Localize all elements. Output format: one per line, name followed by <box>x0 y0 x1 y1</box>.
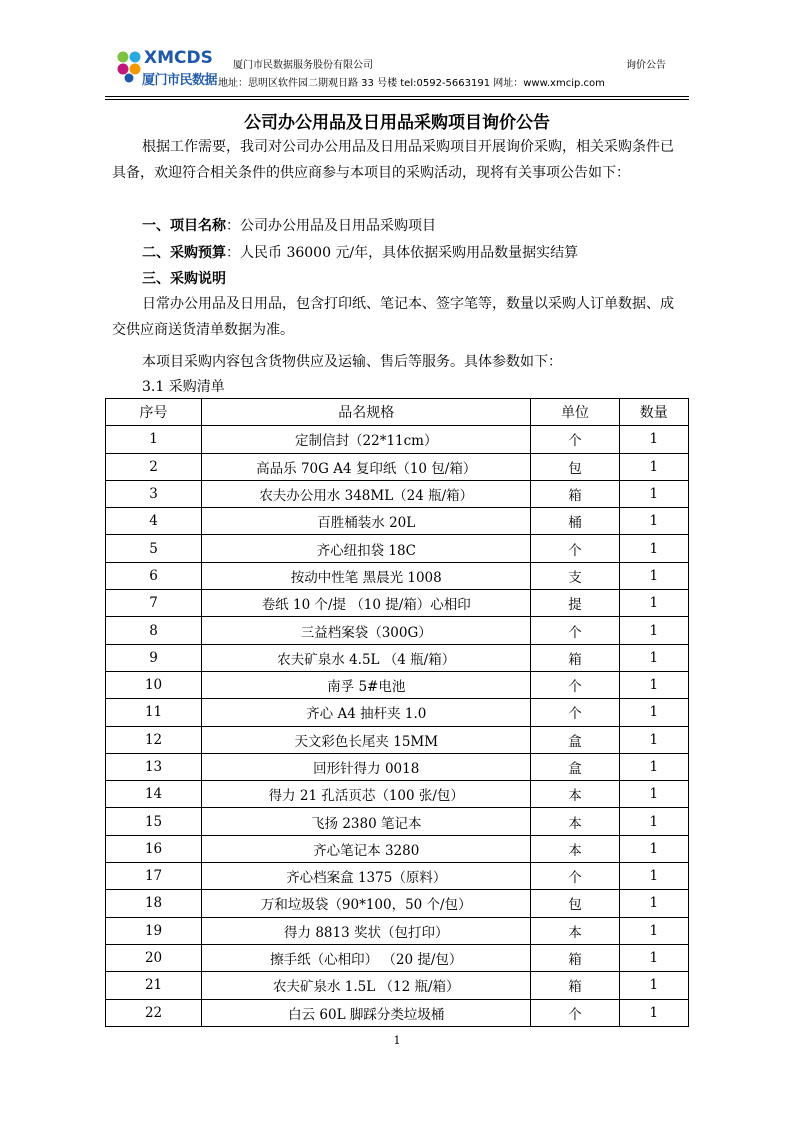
section-budget-text: ：人民币 36000 元/年，具体依据采购用品数量据实结算 <box>226 245 579 261</box>
table-row <box>106 944 689 971</box>
logo-mark-icon <box>114 50 144 84</box>
cell-name: 百胜桶装水 20L <box>202 508 531 535</box>
section-project-name-text: ：公司办公用品及日用品采购项目 <box>226 218 436 234</box>
cell-unit: 盒 <box>531 726 619 753</box>
table-row <box>106 917 689 944</box>
logo-text: XMCDS <box>144 48 213 68</box>
table-row <box>106 671 689 698</box>
list-title: 3.1 采购清单 <box>142 379 225 395</box>
cell-index: 7 <box>106 590 202 617</box>
cell-name: 得力 21 孔活页芯（100 张/包） <box>202 781 531 808</box>
cell-qty: 1 <box>619 480 688 507</box>
table-row <box>106 835 689 862</box>
cell-qty: 1 <box>619 890 688 917</box>
table-row <box>106 863 689 890</box>
scope-paragraph: 本项目采购内容包含货物供应及运输、售后等服务。具体参数如下： <box>142 354 562 370</box>
cell-unit: 支 <box>531 562 619 589</box>
cell-name: 飞扬 2380 笔记本 <box>202 808 531 835</box>
table-row <box>106 781 689 808</box>
cell-unit: 本 <box>531 835 619 862</box>
cell-index: 8 <box>106 617 202 644</box>
table-row <box>106 453 689 480</box>
cell-index: 5 <box>106 535 202 562</box>
cell-unit: 个 <box>531 863 619 890</box>
cell-name: 按动中性笔 黑晨光 1008 <box>202 562 531 589</box>
cell-unit: 箱 <box>531 480 619 507</box>
cell-index: 11 <box>106 699 202 726</box>
cell-qty: 1 <box>619 753 688 780</box>
table-row <box>106 562 689 589</box>
cell-index: 21 <box>106 972 202 999</box>
cell-index: 15 <box>106 808 202 835</box>
cell-name: 得力 8813 奖状（包打印） <box>202 917 531 944</box>
cell-qty: 1 <box>619 835 688 862</box>
section-description-label: 三、采购说明 <box>142 271 226 287</box>
cell-index: 12 <box>106 726 202 753</box>
header-cell-name: 品名规格 <box>202 399 531 426</box>
cell-index: 19 <box>106 917 202 944</box>
cell-index: 22 <box>106 999 202 1026</box>
company-logo <box>114 48 234 88</box>
cell-unit: 个 <box>531 426 619 453</box>
cell-index: 1 <box>106 426 202 453</box>
cell-qty: 1 <box>619 535 688 562</box>
cell-index: 20 <box>106 944 202 971</box>
company-address: 地址：思明区软件园二期观日路 33 号楼 tel:0592-5663191 网址：www.xmcip.com <box>218 78 605 89</box>
cell-unit: 包 <box>531 453 619 480</box>
table-row <box>106 426 689 453</box>
table-row <box>106 999 689 1026</box>
cell-name: 擦手纸（心相印） （20 提/包） <box>202 944 531 971</box>
cell-unit: 个 <box>531 699 619 726</box>
cell-unit: 个 <box>531 999 619 1026</box>
cell-qty: 1 <box>619 917 688 944</box>
cell-unit: 个 <box>531 671 619 698</box>
cell-name: 齐心档案盒 1375（原料） <box>202 863 531 890</box>
table-row <box>106 972 689 999</box>
cell-unit: 提 <box>531 590 619 617</box>
cell-index: 4 <box>106 508 202 535</box>
description-paragraph: 日常办公用品及日用品，包含打印纸、笔记本、签字笔等，数量以采购人订单数据、成交供应商送货清单数据为准。 <box>112 296 674 338</box>
table-row <box>106 890 689 917</box>
table-row <box>106 808 689 835</box>
table-row <box>106 699 689 726</box>
cell-unit: 箱 <box>531 644 619 671</box>
cell-unit: 箱 <box>531 944 619 971</box>
header-rule-thick <box>105 96 689 97</box>
cell-name: 天文彩色长尾夹 15MM <box>202 726 531 753</box>
cell-unit: 包 <box>531 890 619 917</box>
cell-qty: 1 <box>619 508 688 535</box>
header-cell-qty: 数量 <box>619 399 688 426</box>
cell-name: 卷纸 10 个/提 （10 提/箱）心相印 <box>202 590 531 617</box>
cell-qty: 1 <box>619 562 688 589</box>
cell-index: 18 <box>106 890 202 917</box>
header-cell-unit: 单位 <box>531 399 619 426</box>
header-tag: 询价公告 <box>626 60 666 71</box>
cell-name: 齐心 A4 抽杆夹 1.0 <box>202 699 531 726</box>
section-project-name-label: 一、项目名称 <box>142 218 226 234</box>
cell-index: 3 <box>106 480 202 507</box>
page-header <box>114 48 680 96</box>
header-rule-thin <box>105 99 689 100</box>
cell-qty: 1 <box>619 617 688 644</box>
cell-index: 16 <box>106 835 202 862</box>
cell-qty: 1 <box>619 453 688 480</box>
cell-name: 万和垃圾袋（90*100，50 个/包） <box>202 890 531 917</box>
cell-qty: 1 <box>619 944 688 971</box>
cell-index: 13 <box>106 753 202 780</box>
cell-index: 14 <box>106 781 202 808</box>
cell-name: 南孚 5#电池 <box>202 671 531 698</box>
table-row <box>106 617 689 644</box>
document-title: 公司办公用品及日用品采购项目询价公告 <box>244 113 550 133</box>
cell-unit: 个 <box>531 535 619 562</box>
cell-name: 齐心笔记本 3280 <box>202 835 531 862</box>
cell-unit: 盒 <box>531 753 619 780</box>
company-name: 厦门市民数据服务股份有限公司 <box>233 60 373 71</box>
header-cell-index: 序号 <box>106 399 202 426</box>
cell-qty: 1 <box>619 726 688 753</box>
page-number: 1 <box>393 1034 401 1047</box>
cell-qty: 1 <box>619 863 688 890</box>
cell-qty: 1 <box>619 699 688 726</box>
cell-name: 农夫矿泉水 1.5L （12 瓶/箱） <box>202 972 531 999</box>
cell-qty: 1 <box>619 781 688 808</box>
cell-name: 农夫矿泉水 4.5L （4 瓶/箱） <box>202 644 531 671</box>
cell-name: 定制信封（22*11cm） <box>202 426 531 453</box>
cell-unit: 箱 <box>531 972 619 999</box>
table-row <box>106 508 689 535</box>
cell-qty: 1 <box>619 644 688 671</box>
cell-index: 9 <box>106 644 202 671</box>
cell-name: 高品乐 70G A4 复印纸（10 包/箱） <box>202 453 531 480</box>
table-row <box>106 480 689 507</box>
cell-name: 白云 60L 脚踩分类垃圾桶 <box>202 999 531 1026</box>
section-description-heading <box>142 269 226 289</box>
cell-unit: 本 <box>531 917 619 944</box>
cell-qty: 1 <box>619 426 688 453</box>
cell-name: 三益档案袋（300G） <box>202 617 531 644</box>
table-row <box>106 535 689 562</box>
table-header-row <box>106 399 689 426</box>
procurement-table <box>105 398 689 1027</box>
cell-unit: 桶 <box>531 508 619 535</box>
cell-qty: 1 <box>619 808 688 835</box>
table-row <box>106 726 689 753</box>
cell-name: 回形针得力 0018 <box>202 753 531 780</box>
table-row <box>106 753 689 780</box>
section-project-name <box>142 216 436 236</box>
cell-qty: 1 <box>619 590 688 617</box>
intro-paragraph: 根据工作需要，我司对公司办公用品及日用品采购项目开展询价采购，相关采购条件已具备，欢迎符合相关条件的供应商参与本项目的采购活动，现将有关事项公告如下： <box>112 139 674 181</box>
cell-qty: 1 <box>619 972 688 999</box>
table-row <box>106 644 689 671</box>
cell-name: 齐心纽扣袋 18C <box>202 535 531 562</box>
cell-index: 17 <box>106 863 202 890</box>
cell-qty: 1 <box>619 999 688 1026</box>
cell-index: 6 <box>106 562 202 589</box>
cell-name: 农夫办公用水 348ML（24 瓶/箱） <box>202 480 531 507</box>
section-budget-label: 二、采购预算 <box>142 245 226 261</box>
cell-index: 2 <box>106 453 202 480</box>
cell-qty: 1 <box>619 671 688 698</box>
cell-index: 10 <box>106 671 202 698</box>
section-budget <box>142 243 578 263</box>
cell-unit: 本 <box>531 781 619 808</box>
cell-unit: 本 <box>531 808 619 835</box>
logo-subtext: 厦门市民数据 <box>142 73 218 88</box>
cell-unit: 个 <box>531 617 619 644</box>
table-row <box>106 590 689 617</box>
